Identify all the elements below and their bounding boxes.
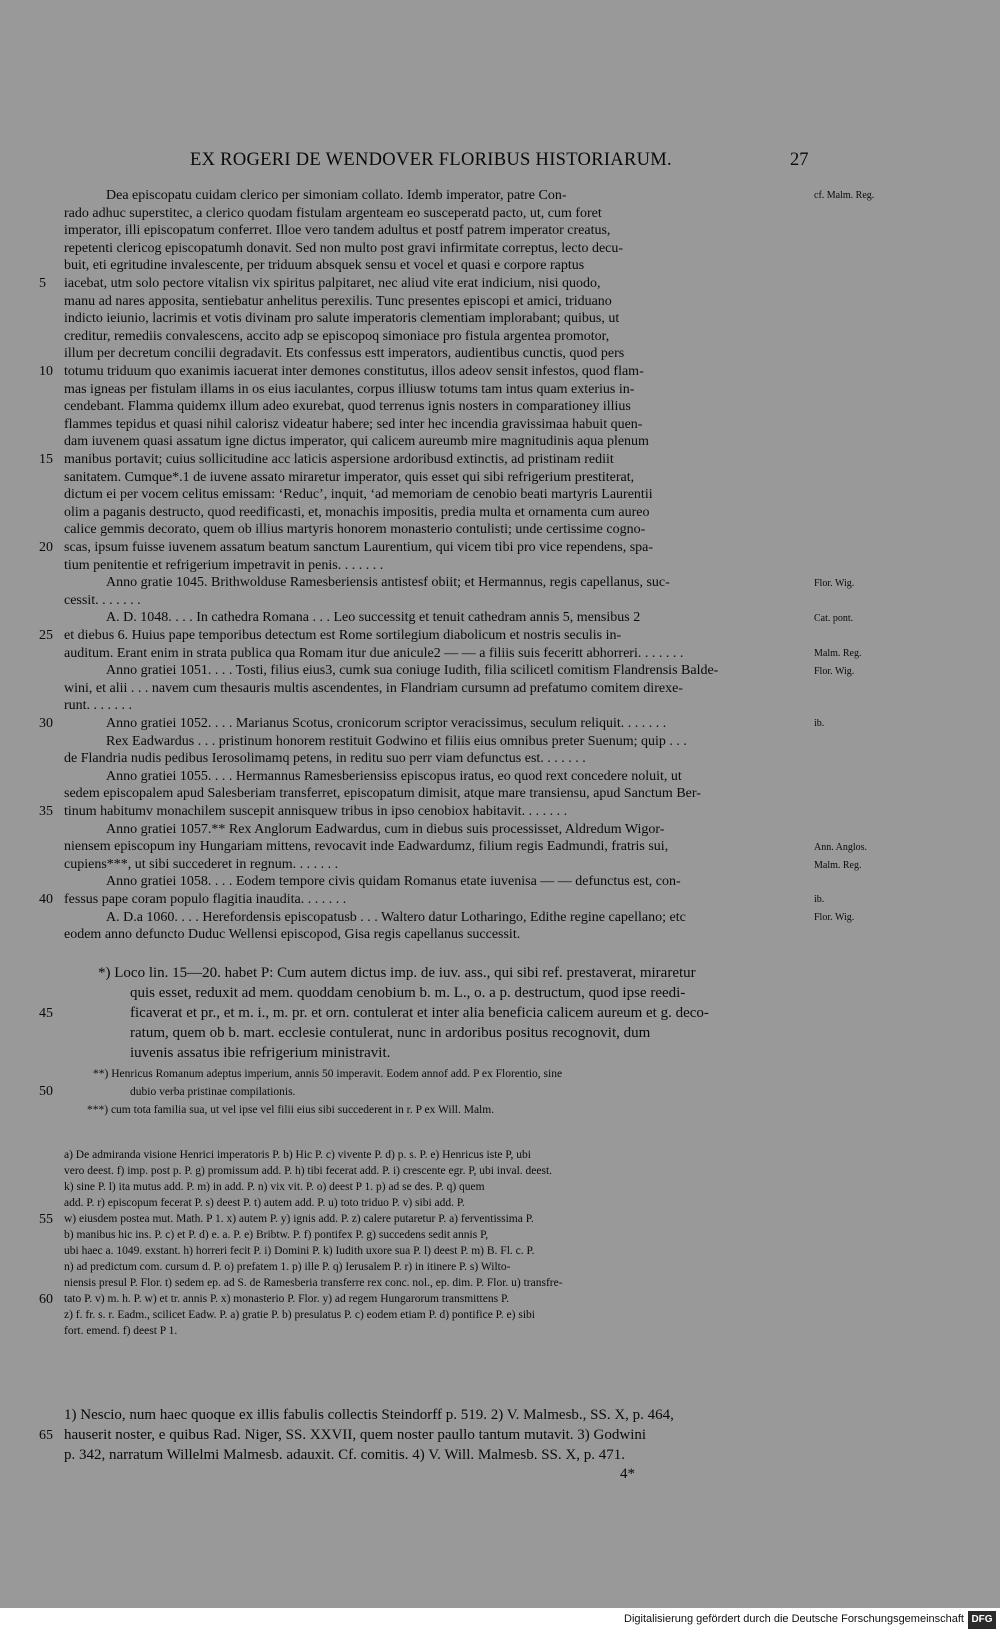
text-line: et diebus 6. Huius pape temporibus detectum est Rome sortilegium diabolicum et nostris seculis in- xyxy=(64,628,622,643)
sidenote: Flor. Wig. xyxy=(814,578,855,589)
text-line: iacebat, utm solo pectore vitalisn vix spiritus palpitaret, nec aliud vite erat indicium, nisi quodo, xyxy=(64,276,601,291)
text-line: wini, et alii . . . navem cum thesauris multis ascendentes, in Flandriam cursumn ad prefatumo comitem direxe- xyxy=(64,681,683,696)
text-line: sanitatem. Cumque*.1 de iuvene assato miraretur imperator, quis esset qui sibi refrigerium prestiterat, xyxy=(64,470,635,485)
variant-line: vero deest. f) imp. post p. P. g) promissum add. P. h) tibi fecerat add. P. i) crescente egr. P, ubi inval. deest. xyxy=(64,1165,553,1177)
variant-line: niensis presul P. Flor. t) sedem ep. ad S. de Ramesberia transferre rex conc. nol., ep. dim. P. Flor. u) transfre- xyxy=(64,1277,563,1289)
text-line: Anno gratiei 1058. . . . Eodem tempore civis quidam Romanus etate iuvenisa — — defunctus est, con- xyxy=(106,874,681,889)
line-number: 35 xyxy=(39,804,53,819)
sidenote: ib. xyxy=(814,718,825,729)
text-line: calice gemmis decorato, quem ob illius martyris honorem monasterio contulisti; unde certissime cogno- xyxy=(64,522,646,537)
text-line: dictum ei per vocem celitus emissam: ‘Reduc’, inquit, ‘ad memoriam de cenobio beati martyris Laurentii xyxy=(64,487,653,502)
variant-line: a) De admiranda visione Henrici imperatoris P. b) Hic P. c) vivente P. d) p. s. P. e) Henricus iste P, ubi xyxy=(64,1149,531,1161)
text-line: olim a paganis destructo, quod reedificasti, et, monachis impositis, predia multa et ornamenta cum aureo xyxy=(64,505,650,520)
text-line: rado adhuc superstitec, a clerico quodam fistulam argenteam eo susceperatd pacto, ut, cum foret xyxy=(64,206,602,221)
text-line: Anno gratiei 1052. . . . Marianus Scotus, cronicorum scriptor veracissimus, seculum reliquit. . . . . . . xyxy=(106,716,667,731)
sidenote: ib. xyxy=(814,894,825,905)
sidenote: Cat. pont. xyxy=(814,613,854,624)
line-number: 40 xyxy=(39,892,53,907)
text-line: niensem episcopum iny Hungariam mittens, revocavit inde Eadwardumz, filium regis Eadmundi, fratris sui, xyxy=(64,839,669,854)
sidenote: Ann. Anglos. xyxy=(814,842,868,853)
text-line: Anno gratiei 1057.** Rex Anglorum Eadwardus, cum in diebus suis processisset, Aldredum Wigor- xyxy=(106,822,665,837)
note-line: ***) cum tota familia sua, ut vel ipse vel filii eius sibi succederent in r. P ex Will. Malm. xyxy=(87,1104,495,1116)
note-line: iuvenis assatus ibie refrigerium ministravit. xyxy=(130,1045,391,1061)
text-line: de Flandria nudis pedibus Ierosolimamq petens, in reditu suo perr viam defunctus est. . . . . . . xyxy=(64,751,586,766)
text-line: Anno gratiei 1051. . . . Tosti, filius eius3, cumk sua coniuge Iudith, filia scilicetl comitism Flandrensis Balde- xyxy=(106,663,719,678)
text-line: Dea episcopatu cuidam clerico per simoniam collato. Idemb imperator, patre Con- xyxy=(106,188,567,203)
text-line: dam iuvenem quasi assatum igne dictus imperator, qui calicem aureumb mire magnitudinis aqua plenum xyxy=(64,434,649,449)
text-line: A. D.a 1060. . . . Herefordensis episcopatusb . . . Waltero datur Lotharingo, Edithe regine capellano; etc xyxy=(106,910,686,925)
line-number: 25 xyxy=(39,628,53,643)
text-line: sedem episcopalem apud Salesberiam transferret, episcopatum dimisit, atque mare transiensu, apud Sanctum Ber- xyxy=(64,786,701,801)
variant-line: tato P. v) m. h. P. w) et tr. annis P. x) monasterio P. Flor. y) ad regem Hungarorum transmittens P. xyxy=(64,1293,509,1305)
text-line: A. D. 1048. . . . In cathedra Romana . . . Leo successitg et tenuit cathedram annis 5, mensibus 2 xyxy=(106,610,641,625)
footnote-line: p. 342, narratum Willelmi Malmesb. adauxit. Cf. comitis. 4) V. Will. Malmesb. SS. X, p. 471. xyxy=(64,1447,625,1463)
note-line: **) Henricus Romanum adeptus imperium, annis 50 imperavit. Eodem annof add. P ex Florentio, sine xyxy=(93,1068,563,1080)
variant-line: b) manibus hic ins. P. c) et P. d) e. a. P. e) Bribtw. P. f) pontifex P. g) succedens sedit annis P, xyxy=(64,1229,489,1241)
line-number: 55 xyxy=(39,1212,53,1227)
text-line: indicto ieiunio, lacrimis et votis divinam pro salute imperatoris clementiam implorabant; quibus, ut xyxy=(64,311,620,326)
variant-line: fort. emend. f) deest P 1. xyxy=(64,1325,178,1337)
note-line: *) Loco lin. 15—20. habet P: Cum autem dictus imp. de iuv. ass., qui sibi ref. prestaverat, miraretur xyxy=(98,965,696,981)
line-number: 5 xyxy=(39,276,46,291)
sidenote: Malm. Reg. xyxy=(814,860,862,871)
text-line: manibus portavit; cuius sollicitudine acc laticis aspersione ardoribusd extinctis, ad pristinam rediit xyxy=(64,452,614,467)
text-line: Anno gratie 1045. Brithwolduse Ramesberiensis antistesf obiit; et Hermannus, regis capellanus, suc- xyxy=(106,575,670,590)
text-line: repetenti clericog episcopatumh donavit. Sed non multo post gravi infirmitate correptus, lecto decu- xyxy=(64,241,624,256)
variant-line: ubi haec a. 1049. exstant. h) horreri fecit P. i) Domini P. k) Iudith uxore sua P. l) deest P. m) B. Fl. c. P. xyxy=(64,1245,535,1257)
footer-bar xyxy=(0,1608,1000,1632)
line-number: 50 xyxy=(39,1084,53,1099)
variant-line: w) eiusdem postea mut. Math. P 1. x) autem P. y) ignis add. P. z) calere putaretur P. a) ferventissima P. xyxy=(64,1213,534,1225)
page-number: 27 xyxy=(790,150,809,170)
text-line: buit, eti egritudine invalescente, per triduum absquek sensu et vocel et quasi e corpore raptus xyxy=(64,258,585,273)
sidenote: Malm. Reg. xyxy=(814,648,862,659)
text-line: scas, ipsum fuisse iuvenem assatum beatum sanctum Laurentium, qui vicem tibi pro vice rependens, spa- xyxy=(64,540,654,555)
text-line: Rex Eadwardus . . . pristinum honorem restituit Godwino et filiis eius omnibus preter Suenum; quip . . . xyxy=(106,734,687,749)
signature-mark: 4* xyxy=(620,1466,635,1482)
text-line: auditum. Erant enim in strata publica qua Romam itur due anicule2 — — a filiis suis feceritt abhorreri. . . . . . . xyxy=(64,646,684,661)
line-number: 20 xyxy=(39,540,53,555)
variant-line: add. P. r) episcopum fecerat P. s) deest P. t) autem add. P. u) toto triduo P. v) sibi add. P. xyxy=(64,1197,465,1209)
page-header xyxy=(0,150,1000,180)
note-line: quis esset, reduxit ad mem. quoddam cenobium b. m. L., o. a p. destructum, quod ipse reedi- xyxy=(130,985,686,1001)
text-line: cupiens***, ut sibi succederet in regnum. . . . . . . xyxy=(64,857,339,872)
text-line: illum per decretum concilii degradavit. Ets confessus estt imperators, audientibus cunctis, quod pers xyxy=(64,346,625,361)
dfg-logo: DFG xyxy=(968,1611,996,1629)
text-line: eodem anno defuncto Duduc Wellensi episcopod, Gisa regis capellanus successit. xyxy=(64,927,521,942)
text-line: fessus pape coram populo flagitia inaudita. . . . . . . xyxy=(64,892,347,907)
line-number: 65 xyxy=(39,1428,53,1443)
running-title: EX ROGERI DE WENDOVER FLORIBUS HISTORIARUM. xyxy=(190,150,672,170)
note-line: ficaverat et pr., et m. i., m. pr. et orn. contulerat et inter alia beneficia calicem aureum et g. deco- xyxy=(130,1005,709,1021)
text-line: totumu triduum quo exanimis iacuerat inter demones constitutus, illos adeov sensit infestos, quod flam- xyxy=(64,364,644,379)
text-line: runt. . . . . . . xyxy=(64,698,133,713)
text-line: tium penitentie et refrigerium impetravit in penis. . . . . . . xyxy=(64,558,384,573)
footnote-line: hauserit noster, e quibus Rad. Niger, SS. XXVII, quem noster paullo tantum mutavit. 3) Godwini xyxy=(64,1427,647,1443)
line-number: 45 xyxy=(39,1006,53,1021)
line-number: 15 xyxy=(39,452,53,467)
text-line: Anno gratiei 1055. . . . Hermannus Ramesberiensiss episcopus iratus, eo quod rext concedere noluit, ut xyxy=(106,769,682,784)
variant-line: z) f. fr. s. r. Eadm., scilicet Eadw. P. a) gratie P. b) presulatus P. c) eodem etiam P. d) pontifice P. e) sibi xyxy=(64,1309,535,1321)
text-line: cessit. . . . . . . xyxy=(64,593,141,608)
variant-line: k) sine P. l) ita mutus add. P. m) in add. P. n) vix vit. P. o) deest P 1. p) ad se des. P. q) quem xyxy=(64,1181,485,1193)
text-line: tinum habitumv monachilem suscepit annisquew tribus in ipso cenobiox habitavit. . . . . . . xyxy=(64,804,568,819)
line-number: 30 xyxy=(39,716,53,731)
text-line: manu ad nares apposita, sentiebatur anhelitus perexilis. Tunc presentes episcopi et amici, triduano xyxy=(64,294,612,309)
sidenote: Flor. Wig. xyxy=(814,912,855,923)
sidenote: Flor. Wig. xyxy=(814,666,855,677)
variant-line: n) ad predictum com. cursum d. P. o) prefatem 1. p) ille P. q) Ierusalem P. r) in itinere P. s) Wilto- xyxy=(64,1261,511,1273)
text-line: creditur, remediis convalescens, accito adp se episcopoq simoniace pro fistula argentea promotor, xyxy=(64,329,610,344)
text-line: flammes tepidus et quasi nihil calorisz videatur habere; sed inter hec incendia gravissimaa habuit quen- xyxy=(64,417,643,432)
sidenote: cf. Malm. Reg. xyxy=(814,190,875,201)
note-line: ratum, quem ob b. mart. ecclesie contulerat, nunc in ardoribus positus recognovit, dum xyxy=(130,1025,651,1041)
line-number: 60 xyxy=(39,1292,53,1307)
funding-credit: Digitalisierung gefördert durch die Deutsche Forschungsgemeinschaft xyxy=(624,1613,964,1625)
text-line: imperator, illi episcopatum conferret. Illoe vero tandem adultus et postf patrem imperator creatus, xyxy=(64,223,611,238)
text-line: mas igneas per fistulam illams in os eius iaculantes, corpus illiusw totums tam intus quam exterius in- xyxy=(64,382,635,397)
line-number: 10 xyxy=(39,364,53,379)
text-line: cendebant. Flamma quidemx illum adeo exurebat, quod terrenus ignis nosters in comparationey illius xyxy=(64,399,631,414)
note-line: dubio verba pristinae compilationis. xyxy=(130,1086,296,1098)
footnote-line: 1) Nescio, num haec quoque ex illis fabulis collectis Steindorff p. 519. 2) V. Malmesb., SS. X, p. 464, xyxy=(64,1407,674,1423)
